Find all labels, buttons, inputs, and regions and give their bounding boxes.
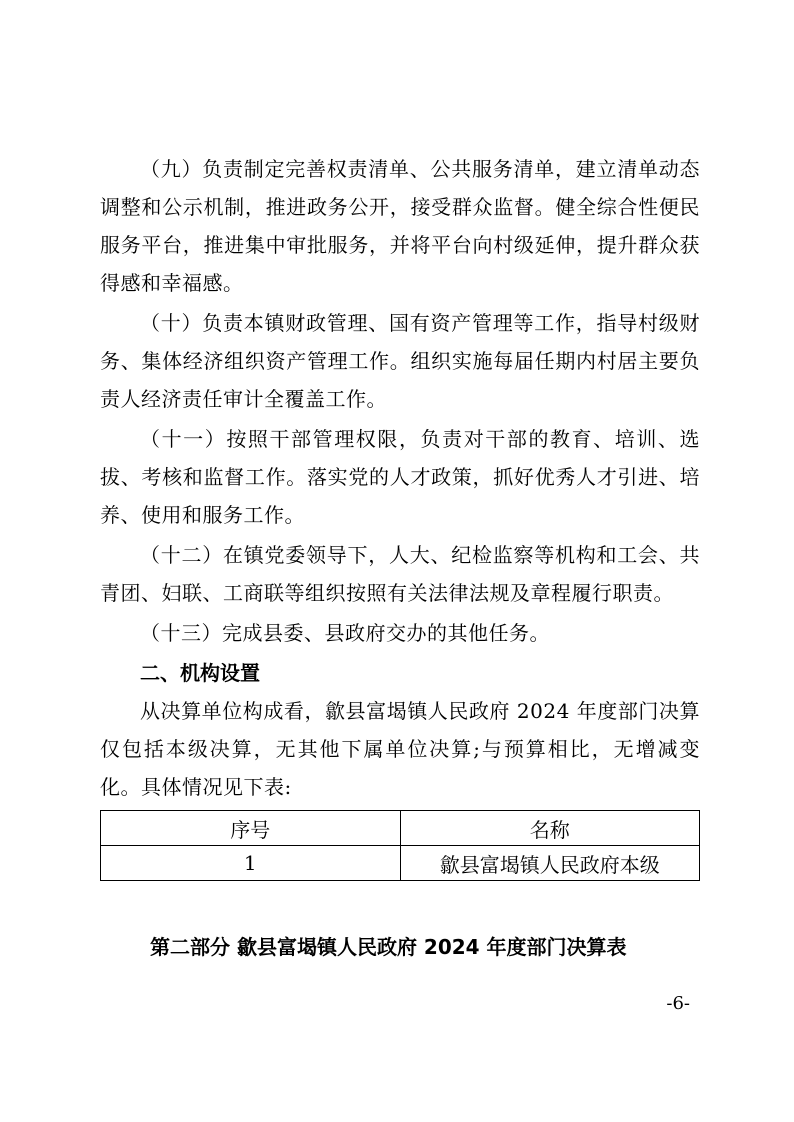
section-heading: 二、机构设置 [140, 661, 260, 685]
paragraph-12: （十二）在镇党委领导下，人大、纪检监察等机构和工会、共青团、妇联、工商联等组织按照有关法律法规及章程履行职责。 [100, 543, 700, 605]
table-cell-index: 1 [101, 846, 401, 881]
paragraph-10: （十）负责本镇财政管理、国有资产管理等工作，指导村级财务、集体经济组织资产管理工作。组织实施每届任期内村居主要负责人经济责任审计全覆盖工作。 [100, 311, 700, 411]
section-text: 从决算单位构成看，歙县富堨镇人民政府 2024 年度部门决算仅包括本级决算，无其他下属单位决算;与预算相比，无增减变化。具体情况见下表: [100, 699, 700, 799]
table-header-name: 名称 [400, 811, 700, 846]
page-number: -6- [666, 993, 690, 1014]
paragraph-13: （十三）完成县委、县政府交办的其他任务。 [140, 621, 550, 645]
part-title: 第二部分 歙县富堨镇人民政府 2024 年度部门决算表 [150, 935, 627, 959]
table-header-row [101, 811, 700, 846]
table-header-index: 序号 [101, 811, 401, 846]
paragraph-11: （十一）按照干部管理权限，负责对干部的教育、培训、选拔、考核和监督工作。落实党的人才政策，抓好优秀人才引进、培养、使用和服务工作。 [100, 427, 700, 527]
paragraph-9: （九）负责制定完善权责清单、公共服务清单，建立清单动态调整和公示机制，推进政务公开，接受群众监督。健全综合性便民服务平台，推进集中审批服务，并将平台向村级延伸，提升群众获得感和幸福感。 [100, 157, 700, 295]
unit-table [100, 810, 700, 881]
table-row [101, 846, 700, 881]
document-body [100, 150, 700, 881]
table-cell-name: 歙县富堨镇人民政府本级 [400, 846, 700, 881]
